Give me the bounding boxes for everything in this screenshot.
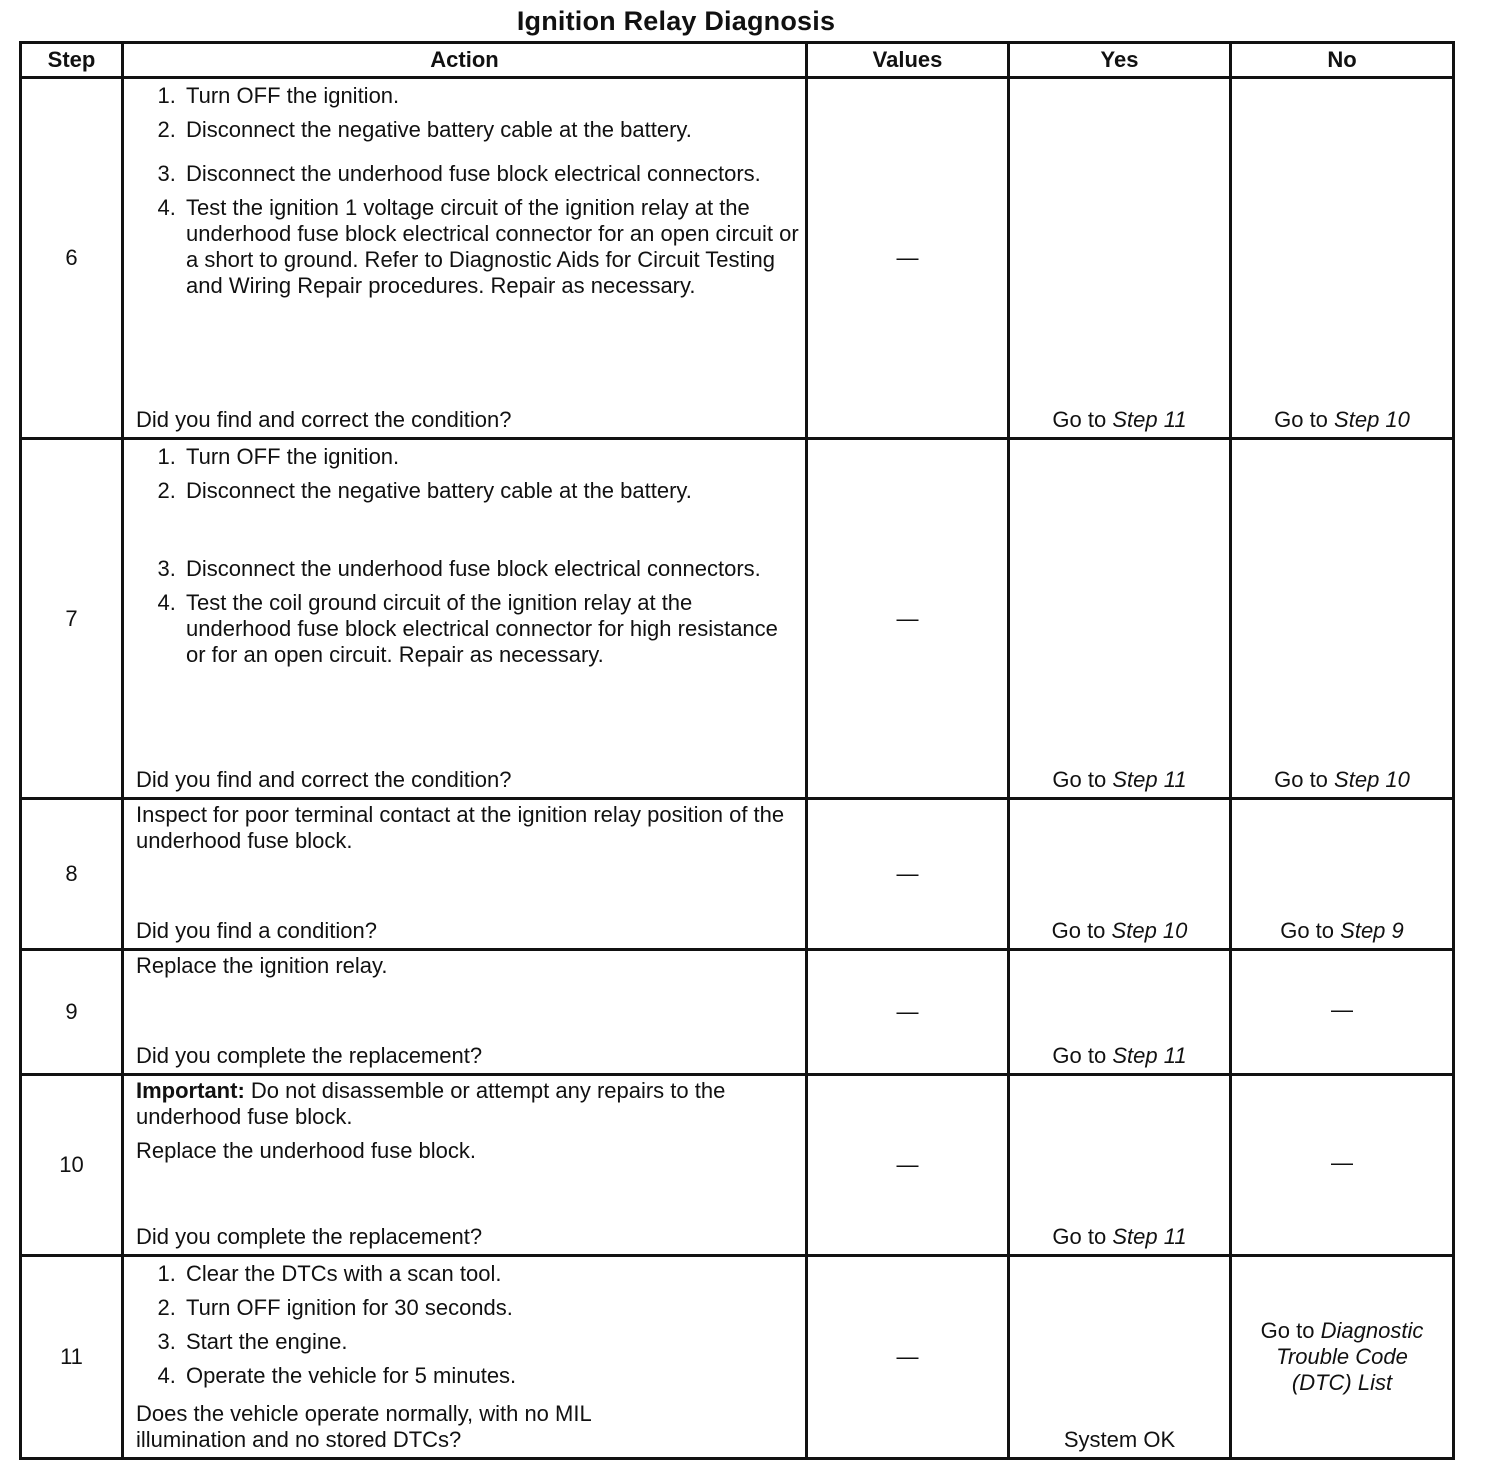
table-row-step-8 <box>21 799 1454 950</box>
action-item: 3. Disconnect the underhood fuse block electrical connectors. <box>182 556 799 582</box>
no-step-link[interactable]: Step 10 <box>1334 767 1410 792</box>
no-cell: — <box>1231 950 1454 1075</box>
yes-step-link[interactable]: Step 11 <box>1112 407 1187 432</box>
action-item: 4. Operate the vehicle for 5 minutes. <box>182 1363 799 1389</box>
important-text: Do not disassemble or attempt any repairs to the underhood fuse block. <box>136 1078 726 1129</box>
values-cell: — <box>807 950 1009 1075</box>
yes-cell <box>1009 439 1231 799</box>
action-item: 2. Disconnect the negative battery cable at the battery. <box>182 117 799 143</box>
action-cell <box>123 439 807 799</box>
action-text: Replace the ignition relay. <box>136 953 388 978</box>
action-cell <box>123 950 807 1075</box>
no-cell: — <box>1231 1075 1454 1256</box>
yes-prefix: Go to <box>1052 407 1107 432</box>
action-cell <box>123 1256 807 1459</box>
step-number: 7 <box>21 439 123 799</box>
values-cell: — <box>807 78 1009 439</box>
yes-prefix: Go to <box>1052 1224 1107 1249</box>
important-note <box>136 1078 799 1130</box>
yes-prefix: Go to <box>1051 918 1106 943</box>
yes-step-link[interactable]: Step 11 <box>1112 767 1187 792</box>
no-dtc-list-link[interactable]: Diagnostic Trouble Code (DTC) List <box>1276 1318 1424 1395</box>
table-row-step-7 <box>21 439 1454 799</box>
diagnosis-table <box>19 41 1455 1460</box>
action-item: 3. Disconnect the underhood fuse block electrical connectors. <box>182 161 799 187</box>
action-question: Did you find and correct the condition? <box>136 407 512 432</box>
no-prefix: Go to <box>1274 767 1328 792</box>
no-cell <box>1231 1256 1454 1459</box>
important-label: Important: <box>136 1078 245 1103</box>
yes-step-link[interactable]: Step 11 <box>1112 1043 1187 1068</box>
action-question: Did you find a condition? <box>136 918 377 943</box>
yes-prefix: Go to <box>1052 767 1107 792</box>
no-cell <box>1231 439 1454 799</box>
no-prefix: Go to <box>1274 407 1328 432</box>
no-prefix: Go to <box>1260 1318 1315 1343</box>
step-number: 11 <box>21 1256 123 1459</box>
yes-cell <box>1009 950 1231 1075</box>
action-item: 1. Clear the DTCs with a scan tool. <box>182 1261 799 1287</box>
action-item: 2. Turn OFF ignition for 30 seconds. <box>182 1295 799 1321</box>
action-question: Did you complete the replacement? <box>136 1043 483 1068</box>
values-cell: — <box>807 1256 1009 1459</box>
action-question: Did you find and correct the condition? <box>136 767 512 792</box>
action-question: Does the vehicle operate normally, with no MIL illumination and no stored DTCs? <box>136 1401 591 1452</box>
no-cell <box>1231 799 1454 950</box>
table-row-step-6 <box>21 78 1454 439</box>
no-prefix: Go to <box>1280 918 1335 943</box>
table-row-step-10 <box>21 1075 1454 1256</box>
action-item: 4. Test the ignition 1 voltage circuit of the ignition relay at the underhood fuse block electrical connector for an open circuit or a short to ground. Refer to Diagnostic Aids for Circuit Testing and Wiring Repair procedures. Repair as necessary. <box>182 195 799 299</box>
table-row-step-11 <box>21 1256 1454 1459</box>
action-list <box>136 444 799 668</box>
action-list <box>136 83 799 299</box>
step-number: 8 <box>21 799 123 950</box>
action-question: Did you complete the replacement? <box>136 1224 483 1249</box>
step-number: 6 <box>21 78 123 439</box>
step-number: 10 <box>21 1075 123 1256</box>
values-cell: — <box>807 1075 1009 1256</box>
yes-cell <box>1009 799 1231 950</box>
header-yes: Yes <box>1009 43 1231 78</box>
action-text: Inspect for poor terminal contact at the ignition relay position of the underhood fuse block. <box>136 802 785 853</box>
no-cell <box>1231 78 1454 439</box>
action-item: 4. Test the coil ground circuit of the ignition relay at the underhood fuse block electrical connector for high resistance or for an open circuit. Repair as necessary. <box>182 590 799 668</box>
yes-step-link[interactable]: Step 10 <box>1111 918 1188 943</box>
action-item: 3. Start the engine. <box>182 1329 799 1355</box>
yes-prefix: Go to <box>1052 1043 1107 1068</box>
header-row <box>21 43 1454 78</box>
action-cell <box>123 78 807 439</box>
no-step-link[interactable]: Step 10 <box>1334 407 1410 432</box>
step-number: 9 <box>21 950 123 1075</box>
header-values: Values <box>807 43 1009 78</box>
action-cell <box>123 799 807 950</box>
action-list <box>136 1261 799 1389</box>
values-cell: — <box>807 439 1009 799</box>
values-cell: — <box>807 799 1009 950</box>
action-item: 2. Disconnect the negative battery cable at the battery. <box>182 478 799 504</box>
action-text: Replace the underhood fuse block. <box>136 1138 477 1163</box>
yes-step-link[interactable]: Step 11 <box>1112 1224 1187 1249</box>
page-title: Ignition Relay Diagnosis <box>516 6 836 36</box>
no-step-link[interactable]: Step 9 <box>1340 918 1404 943</box>
yes-cell <box>1009 78 1231 439</box>
yes-cell <box>1009 1075 1231 1256</box>
action-cell <box>123 1075 807 1256</box>
header-action: Action <box>123 43 807 78</box>
header-step: Step <box>21 43 123 78</box>
table-row-step-9 <box>21 950 1454 1075</box>
header-no: No <box>1231 43 1454 78</box>
action-item: 1. Turn OFF the ignition. <box>182 83 799 109</box>
action-item: 1. Turn OFF the ignition. <box>182 444 799 470</box>
yes-cell: System OK <box>1009 1256 1231 1459</box>
